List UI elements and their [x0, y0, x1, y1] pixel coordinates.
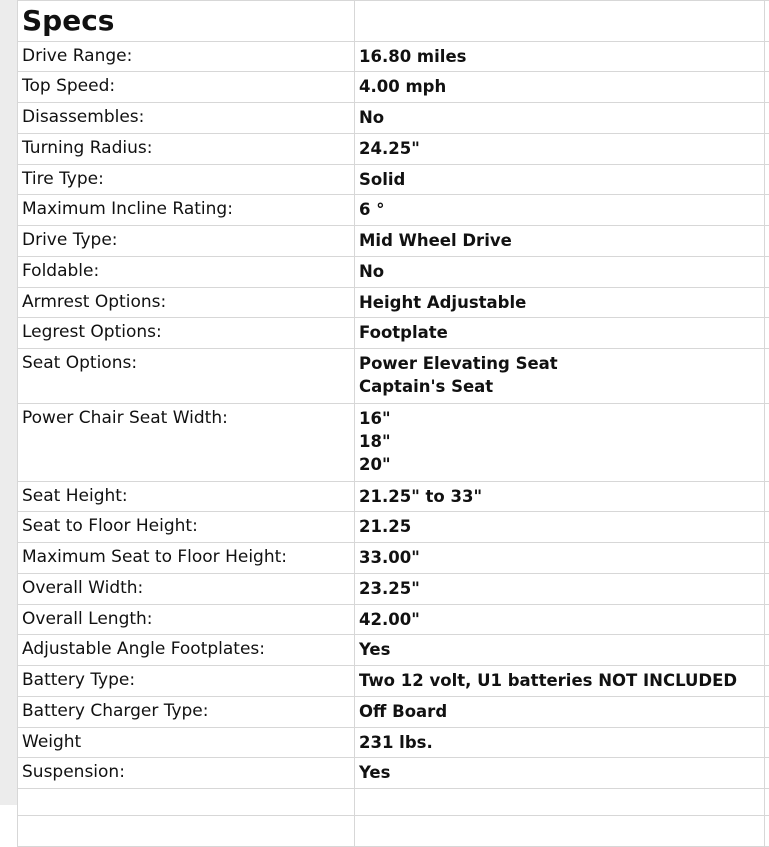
spec-value-line: 24.25"	[359, 137, 760, 160]
empty-cell[interactable]	[765, 543, 769, 574]
empty-cell[interactable]	[765, 1, 769, 42]
spec-label[interactable]: Maximum Incline Rating:	[18, 195, 355, 226]
spec-value[interactable]	[355, 666, 765, 697]
header-row	[18, 1, 769, 42]
empty-cell[interactable]	[765, 42, 769, 72]
spec-value-line: 231 lbs.	[359, 731, 760, 754]
spec-row	[18, 666, 769, 697]
spec-value-line: Mid Wheel Drive	[359, 229, 760, 252]
spec-value-line: No	[359, 260, 760, 283]
spec-value-line: Footplate	[359, 321, 760, 344]
spec-row	[18, 195, 769, 226]
spec-row	[18, 42, 769, 72]
spec-row	[18, 605, 769, 635]
spec-value[interactable]	[355, 226, 765, 257]
spec-label[interactable]: Seat Height:	[18, 482, 355, 512]
row-header-gutter	[0, 0, 18, 805]
spec-row	[18, 574, 769, 605]
spec-value-line: 33.00"	[359, 546, 760, 569]
empty-cell[interactable]	[765, 482, 769, 512]
empty-cell[interactable]	[765, 512, 769, 543]
spec-value-line: Yes	[359, 761, 760, 784]
spec-label[interactable]: Battery Charger Type:	[18, 697, 355, 728]
spec-value-line: 23.25"	[359, 577, 760, 600]
spec-value-line: 16.80 miles	[359, 45, 760, 68]
empty-cell[interactable]	[765, 165, 769, 195]
spec-label[interactable]: Drive Type:	[18, 226, 355, 257]
spec-value[interactable]	[355, 134, 765, 165]
spec-value[interactable]	[355, 349, 765, 404]
empty-cell[interactable]	[765, 816, 769, 847]
spec-value-line: Two 12 volt, U1 batteries NOT INCLUDED	[359, 669, 760, 692]
spec-value[interactable]	[355, 605, 765, 635]
spec-value[interactable]	[355, 103, 765, 134]
specs-title[interactable]: Specs	[18, 1, 355, 42]
spec-label[interactable]: Overall Width:	[18, 574, 355, 605]
empty-cell[interactable]	[765, 635, 769, 666]
spec-value[interactable]	[355, 288, 765, 318]
spec-label[interactable]: Armrest Options:	[18, 288, 355, 318]
spec-label[interactable]: Maximum Seat to Floor Height:	[18, 543, 355, 574]
empty-cell[interactable]	[355, 816, 765, 847]
spec-value[interactable]	[355, 257, 765, 288]
empty-cell[interactable]	[765, 789, 769, 816]
spec-row	[18, 103, 769, 134]
spec-row	[18, 165, 769, 195]
spec-value[interactable]	[355, 72, 765, 103]
spec-row	[18, 72, 769, 103]
empty-cell[interactable]	[765, 134, 769, 165]
spec-value[interactable]	[355, 42, 765, 72]
specs-table	[17, 0, 769, 847]
empty-cell[interactable]	[765, 349, 769, 404]
empty-cell[interactable]	[18, 789, 355, 816]
spec-value[interactable]	[355, 543, 765, 574]
spec-value-line: 4.00 mph	[359, 75, 760, 98]
spec-label[interactable]: Foldable:	[18, 257, 355, 288]
spec-value[interactable]	[355, 758, 765, 789]
empty-cell[interactable]	[765, 288, 769, 318]
spec-value-line: 18"	[359, 430, 760, 453]
spec-label[interactable]: Seat to Floor Height:	[18, 512, 355, 543]
empty-cell[interactable]	[18, 816, 355, 847]
empty-cell[interactable]	[765, 195, 769, 226]
spec-value-line: Off Board	[359, 700, 760, 723]
spec-label[interactable]: Adjustable Angle Footplates:	[18, 635, 355, 666]
empty-cell[interactable]	[765, 728, 769, 758]
spec-value[interactable]	[355, 318, 765, 349]
spec-label[interactable]: Overall Length:	[18, 605, 355, 635]
spec-label[interactable]: Suspension:	[18, 758, 355, 789]
spec-row	[18, 728, 769, 758]
spec-value[interactable]	[355, 482, 765, 512]
spec-value-line: Yes	[359, 638, 760, 661]
empty-cell[interactable]	[765, 404, 769, 482]
spec-row	[18, 318, 769, 349]
spec-value[interactable]	[355, 697, 765, 728]
empty-cell[interactable]	[765, 226, 769, 257]
spec-value[interactable]	[355, 512, 765, 543]
empty-cell[interactable]	[765, 605, 769, 635]
spec-value[interactable]	[355, 165, 765, 195]
spec-value[interactable]	[355, 404, 765, 482]
spec-label[interactable]: Tire Type:	[18, 165, 355, 195]
spec-label[interactable]: Legrest Options:	[18, 318, 355, 349]
empty-cell[interactable]	[765, 758, 769, 789]
empty-cell[interactable]	[765, 697, 769, 728]
spec-label[interactable]: Weight	[18, 728, 355, 758]
empty-cell[interactable]	[355, 1, 765, 42]
empty-row	[18, 789, 769, 816]
spec-label[interactable]: Top Speed:	[18, 72, 355, 103]
spec-label[interactable]: Power Chair Seat Width:	[18, 404, 355, 482]
empty-row	[18, 816, 769, 847]
spec-row	[18, 349, 769, 404]
spec-row	[18, 543, 769, 574]
spec-value-line: Height Adjustable	[359, 291, 760, 314]
empty-cell[interactable]	[765, 318, 769, 349]
spec-row	[18, 482, 769, 512]
spec-row	[18, 512, 769, 543]
spec-value[interactable]	[355, 574, 765, 605]
empty-cell[interactable]	[765, 103, 769, 134]
spec-row	[18, 288, 769, 318]
spec-value-line: 21.25	[359, 515, 760, 538]
spec-label[interactable]: Seat Options:	[18, 349, 355, 404]
empty-cell[interactable]	[765, 257, 769, 288]
spec-label[interactable]: Disassembles:	[18, 103, 355, 134]
spec-row	[18, 635, 769, 666]
spec-row	[18, 404, 769, 482]
spec-value-line: 6 °	[359, 198, 760, 221]
spec-row	[18, 257, 769, 288]
spec-value[interactable]	[355, 635, 765, 666]
spec-label[interactable]: Drive Range:	[18, 42, 355, 72]
spec-value-line: 42.00"	[359, 608, 760, 631]
empty-cell[interactable]	[765, 666, 769, 697]
spec-value-line: 20"	[359, 453, 760, 476]
spec-value-line: Solid	[359, 168, 760, 191]
spec-label[interactable]: Battery Type:	[18, 666, 355, 697]
spec-value[interactable]	[355, 728, 765, 758]
spec-row	[18, 758, 769, 789]
spec-value-line: Captain's Seat	[359, 375, 760, 398]
spec-value-line: No	[359, 106, 760, 129]
spec-label[interactable]: Turning Radius:	[18, 134, 355, 165]
spec-value-line: 21.25" to 33"	[359, 485, 760, 508]
empty-cell[interactable]	[355, 789, 765, 816]
spec-row	[18, 697, 769, 728]
spec-value-line: 16"	[359, 407, 760, 430]
spec-row	[18, 226, 769, 257]
spec-value[interactable]	[355, 195, 765, 226]
spec-value-line: Power Elevating Seat	[359, 352, 760, 375]
spec-row	[18, 134, 769, 165]
empty-cell[interactable]	[765, 72, 769, 103]
empty-cell[interactable]	[765, 574, 769, 605]
